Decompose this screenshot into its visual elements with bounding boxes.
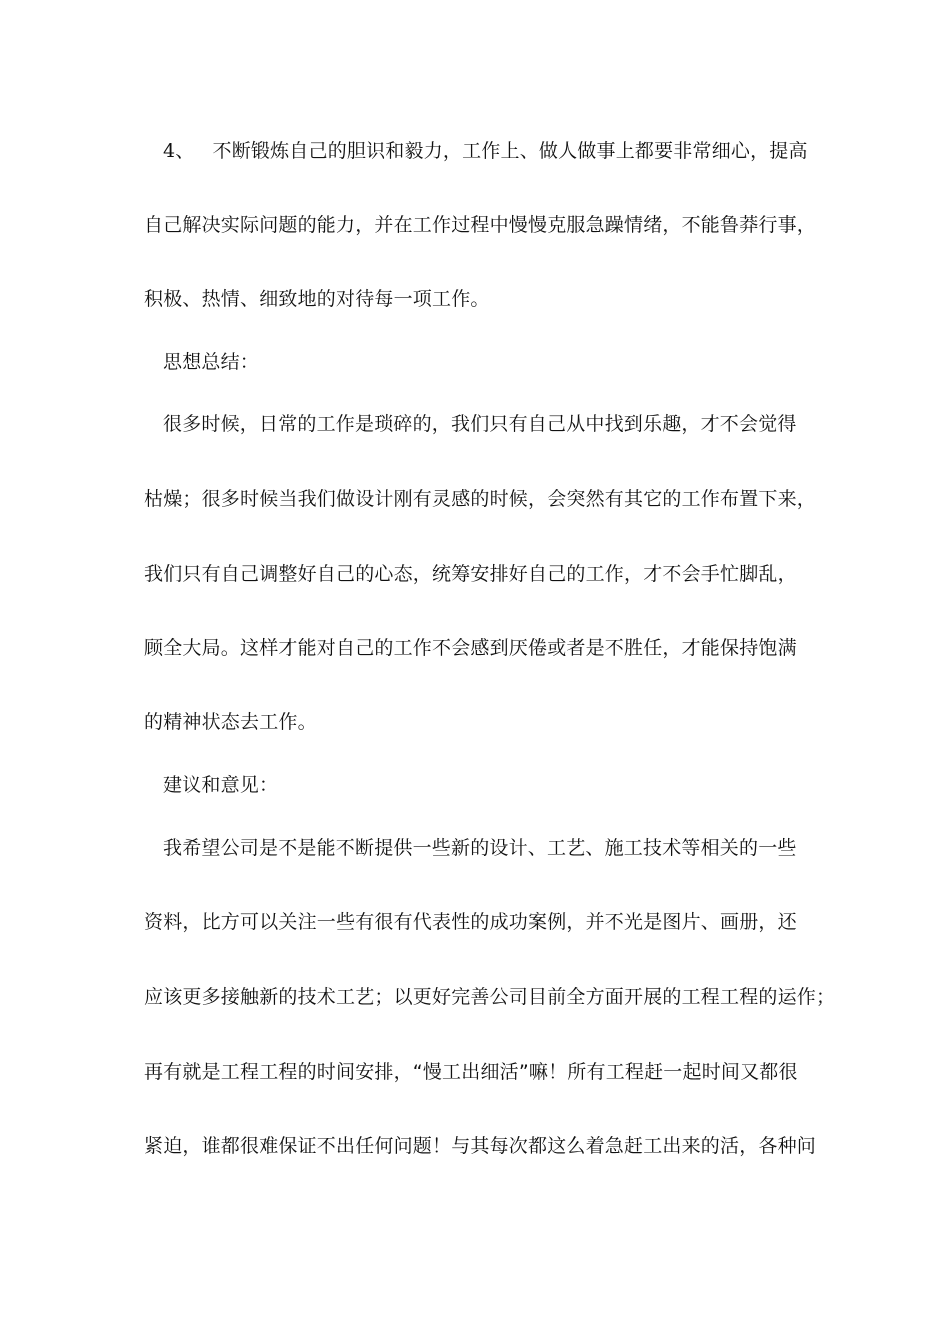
paragraph-line-11: 我希望公司是不是能不断提供一些新的设计、工艺、施工技术等相关的一些 (163, 837, 797, 859)
item-number: 4、 (163, 140, 195, 162)
paragraph-line-13: 应该更多接触新的技术工艺；以更好完善公司目前全方面开展的工程工程的运作； (144, 986, 836, 1008)
paragraph-line-3: 积极、热情、细致地的对待每一项工作。 (144, 288, 490, 310)
section-heading-thoughts: 思想总结： (163, 351, 260, 373)
paragraph-line-5: 很多时候，日常的工作是琐碎的，我们只有自己从中找到乐趣，才不会觉得 (163, 413, 797, 435)
paragraph-line-2: 自己解决实际问题的能力，并在工作过程中慢慢克服急躁情绪，不能鲁莽行事， (144, 214, 817, 236)
paragraph-line-14: 再有就是工程工程的时间安排，“慢工出细活”嘛！所有工程赶一起时间又都很 (144, 1061, 798, 1083)
paragraph-line-7: 我们只有自己调整好自己的心态，统筹安排好自己的工作，才不会手忙脚乱， (144, 563, 797, 585)
paragraph-line-9: 的精神状态去工作。 (144, 711, 317, 733)
line-text: 不断锻炼自己的胆识和毅力，工作上、做人做事上都要非常细心，提高 (212, 140, 808, 162)
paragraph-line-15: 紧迫，谁都很难保证不出任何问题！与其每次都这么着急赶工出来的活，各种问 (144, 1135, 817, 1157)
paragraph-line-8: 顾全大局。这样才能对自己的工作不会感到厌倦或者是不胜任，才能保持饱满 (144, 637, 797, 659)
paragraph-line-6: 枯燥；很多时候当我们做设计刚有灵感的时候，会突然有其它的工作布置下来， (144, 488, 817, 510)
section-heading-suggestions: 建议和意见： (163, 774, 279, 796)
paragraph-line-1 (163, 139, 843, 163)
paragraph-line-12: 资料，比方可以关注一些有很有代表性的成功案例，并不光是图片、画册，还 (144, 911, 797, 933)
